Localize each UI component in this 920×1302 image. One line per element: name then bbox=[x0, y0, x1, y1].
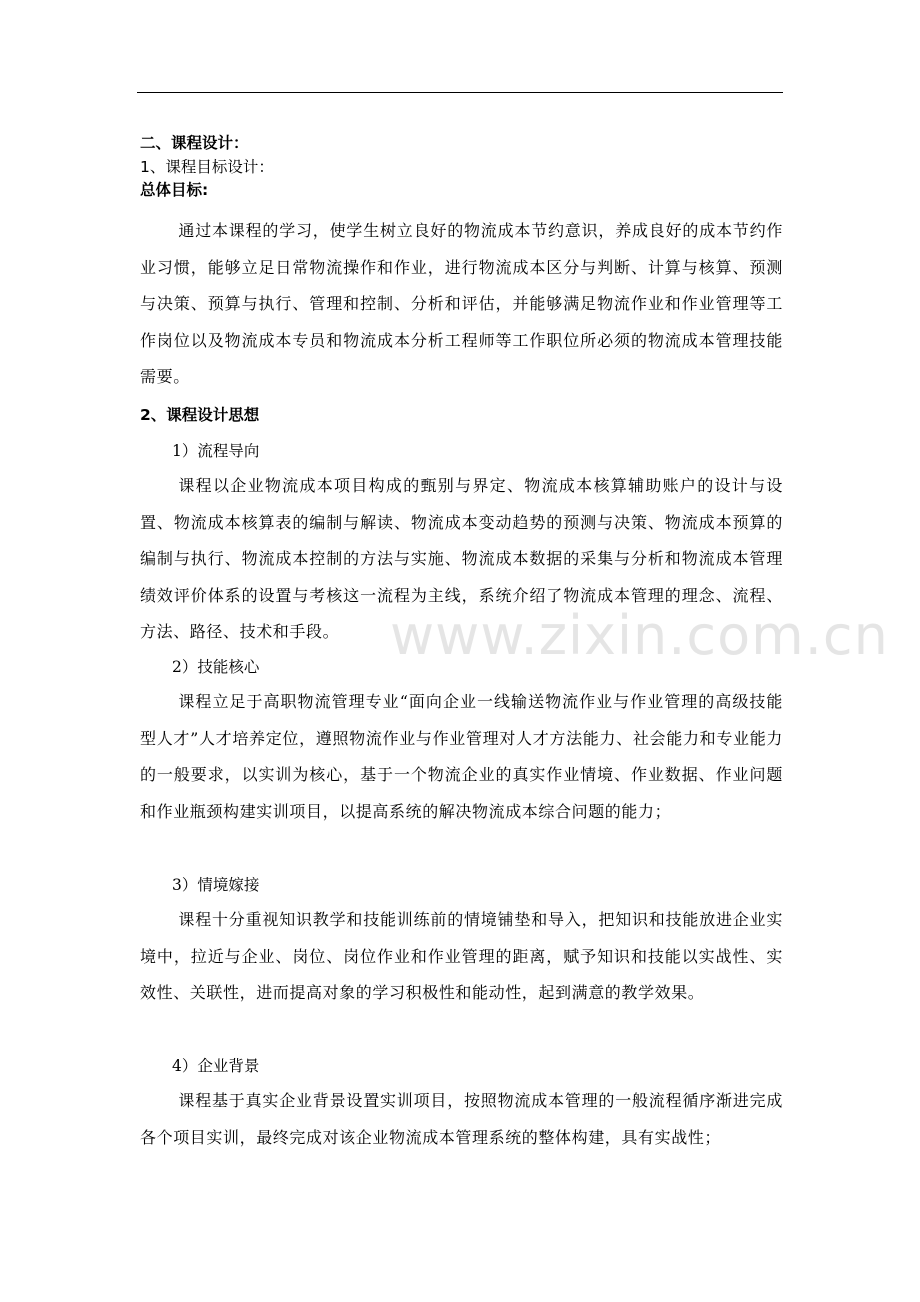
item-heading-enterprise: 4）企业背景 bbox=[172, 1057, 260, 1075]
item-paragraph-context: 课程十分重视知识教学和技能训练前的情境铺垫和导入，把知识和技能放进企业实境中，拉近与企业、岗位、岗位作业和作业管理的距离，赋予知识和技能以实战性、实效性、关联性，进而提高对象的学习积极性和能动性，起到满意的教学效果。 bbox=[140, 910, 783, 1002]
item-heading-context: 3）情境嫁接 bbox=[172, 876, 260, 894]
item-paragraph-enterprise: 课程基于真实企业背景设置实训项目，按照物流成本管理的一般流程循序渐进完成各个项目实训，最终完成对该企业物流成本管理系统的整体构建，具有实战性； bbox=[140, 1091, 783, 1147]
header-rule bbox=[137, 92, 783, 93]
item-heading-skills: 2）技能核心 bbox=[172, 658, 260, 676]
subsection-title-design-idea: 2、课程设计思想 bbox=[140, 406, 260, 424]
subsection-title-course-goals: 1、课程目标设计： bbox=[140, 158, 274, 176]
item-heading-process: 1）流程导向 bbox=[172, 442, 260, 460]
watermark: www.zixin.com.cn bbox=[390, 604, 889, 667]
item-paragraph-process: 课程以企业物流成本项目构成的甄别与界定、物流成本核算辅助账户的设计与设置、物流成本核算表的编制与解读、物流成本变动趋势的预测与决策、物流成本预算的编制与执行、物流成本控制的方法与实施、物流成本数据的采集与分析和物流成本管理绩效评价体系的设置与考核这一流程为主线，系统介绍了物流成本管理的理念、流程、方法、路径、技术和手段。 bbox=[140, 476, 783, 641]
section-title: 二、课程设计： bbox=[140, 134, 249, 152]
overall-goal-label: 总体目标: bbox=[140, 181, 209, 199]
overall-goal-paragraph: 通过本课程的学习，使学生树立良好的物流成本节约意识，养成良好的成本节约作业习惯，能够立足日常物流操作和作业，进行物流成本区分与判断、计算与核算、预测与决策、预算与执行、管理和控制、分析和评估，并能够满足物流作业和作业管理等工作岗位以及物流成本专员和物流成本分析工程师等工作职位所必须的物流成本管理技能需要。 bbox=[140, 221, 783, 386]
item-paragraph-skills: 课程立足于高职物流管理专业“面向企业一线输送物流作业与作业管理的高级技能型人才”人才培养定位，遵照物流作业与作业管理对人才方法能力、社会能力和专业能力的一般要求，以实训为核心，基于一个物流企业的真实作业情境、作业数据、作业问题和作业瓶颈构建实训项目，以提高系统的解决物流成本综合问题的能力； bbox=[140, 692, 783, 821]
